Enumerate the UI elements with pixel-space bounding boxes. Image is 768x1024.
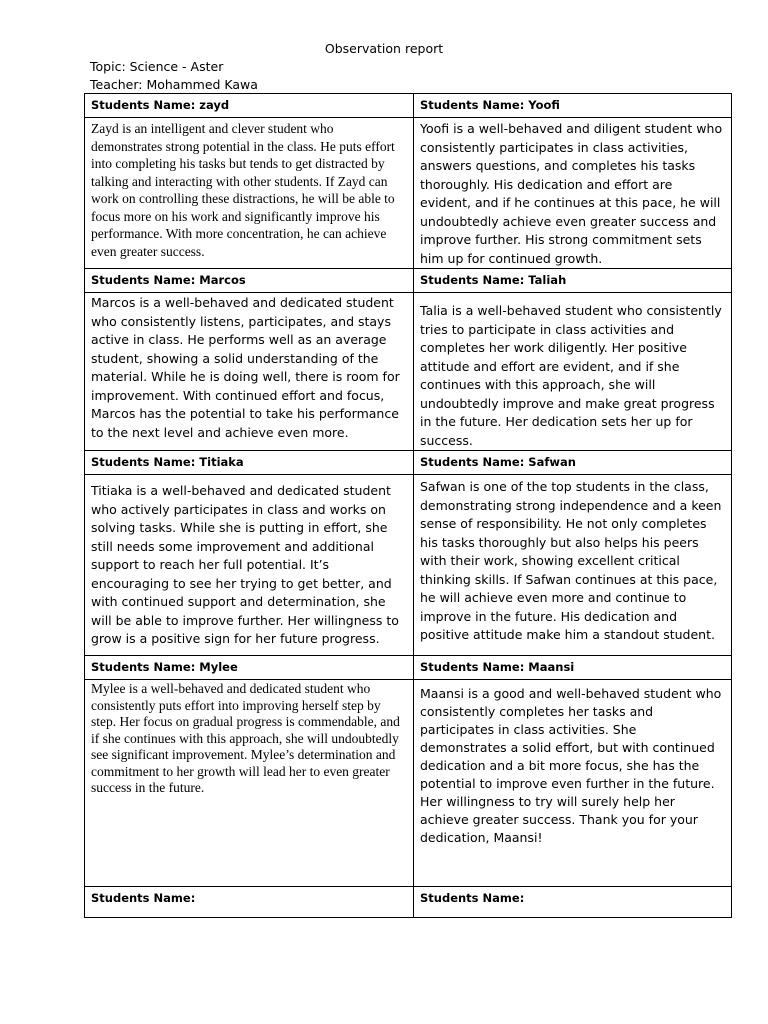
student-comment: Marcos is a well-behaved and dedicated student who consistently listens, participates, and stays active in class. He performs well as an average student, showing a solid understanding of the material. While he is doing well, there is room for improvement. With continued effort and focus, Marcos has the potential to take his performance to the next level and achieve even more. (91, 295, 400, 440)
comment-cell (85, 118, 414, 269)
teacher-line: Teacher: Mohammed Kawa (90, 77, 258, 92)
student-comment: Titiaka is a well-behaved and dedicated student who actively participates in class and works on solving tasks. While she is putting in effort, she still needs some improvement and additional support to reach her full potential. It’s encouraging to see her trying to get better, and with continued support and determination, she will be able to improve further. Her willingness to grow is a positive sign for her future progress. (91, 483, 399, 646)
comment-cell (414, 475, 732, 656)
name-row (85, 656, 732, 680)
name-row (85, 94, 732, 118)
comment-cell (414, 680, 732, 887)
name-cell (85, 656, 414, 680)
report-title: Observation report (324, 41, 444, 56)
student-name-label: Students Name: (420, 891, 525, 905)
student-name-label: Students Name: Maansi (420, 660, 575, 674)
student-comment: Yoofi is a well-behaved and diligent student who consistently participates in class activities, answers questions, and completes his tasks thoroughly. His dedication and effort are evident, and if he continues at this pace, he will undoubtedly achieve even greater success and improve further. His strong commitment sets him up for continued growth. (420, 121, 723, 266)
comment-cell (414, 293, 732, 451)
comment-cell (85, 475, 414, 656)
comment-cell (85, 293, 414, 451)
student-comment: Zayd is an intelligent and clever student who demonstrates strong potential in the class. He puts effort into completing his tasks but tends to get distracted by talking and interacting with other students. If Zayd can work on controlling these distractions, he will be able to focus more on his work and significantly improve his performance. With more concentration, he can achieve even greater success. (91, 121, 395, 259)
name-cell (85, 94, 414, 118)
name-row (85, 451, 732, 475)
student-name-label: Students Name: Taliah (420, 273, 567, 287)
comment-row (85, 680, 732, 887)
name-row (85, 887, 732, 918)
student-name-label: Students Name: Safwan (420, 455, 576, 469)
name-cell (414, 887, 732, 918)
student-comment: Talia is a well-behaved student who consistently tries to participate in class activities and completes her work diligently. Her positive attitude and effort are evident, and if she continues with this approach, she will undoubtedly improve and make great progress in the future. Her dedication sets her up for success. (420, 303, 722, 448)
student-name-label: Students Name: Mylee (91, 660, 238, 674)
student-name-label: Students Name: Titiaka (91, 455, 244, 469)
name-cell (85, 451, 414, 475)
name-row (85, 269, 732, 293)
name-cell (85, 887, 414, 918)
comment-cell (414, 118, 732, 269)
student-name-label: Students Name: Yoofi (420, 98, 560, 112)
student-comment: Safwan is one of the top students in the class, demonstrating strong independence and a keen sense of responsibility. He not only completes his tasks thoroughly but also helps his peers with their work, showing excellent critical thinking skills. If Safwan continues at this pace, he will achieve even more and continue to improve in the future. His dedication and positive attitude make him a standout student. (420, 479, 722, 642)
comment-row (85, 475, 732, 656)
comment-row (85, 118, 732, 269)
name-cell (85, 269, 414, 293)
comment-row (85, 293, 732, 451)
student-name-label: Students Name: zayd (91, 98, 230, 112)
student-comment: Maansi is a good and well-behaved student who consistently completes her tasks and participates in class activities. She demonstrates a solid effort, but with continued dedication and a bit more focus, she has the potential to improve even further in the future. Her willingness to try will surely help her achieve greater success. Thank you for your dedication, Maansi! (420, 686, 722, 845)
comment-cell (85, 680, 414, 887)
name-cell (414, 451, 732, 475)
name-cell (414, 269, 732, 293)
name-cell (414, 656, 732, 680)
observation-table (84, 93, 732, 918)
student-name-label: Students Name: Marcos (91, 273, 246, 287)
student-name-label: Students Name: (91, 891, 196, 905)
topic-line: Topic: Science - Aster (90, 59, 224, 74)
name-cell (414, 94, 732, 118)
student-comment: Mylee is a well-behaved and dedicated student who consistently puts effort into improving herself step by step. Her focus on gradual progress is commendable, and if she continues with this approach, she will undoubtedly see significant improvement. Mylee’s determination and commitment to her growth will lead her to even greater success in the future. (91, 681, 400, 795)
